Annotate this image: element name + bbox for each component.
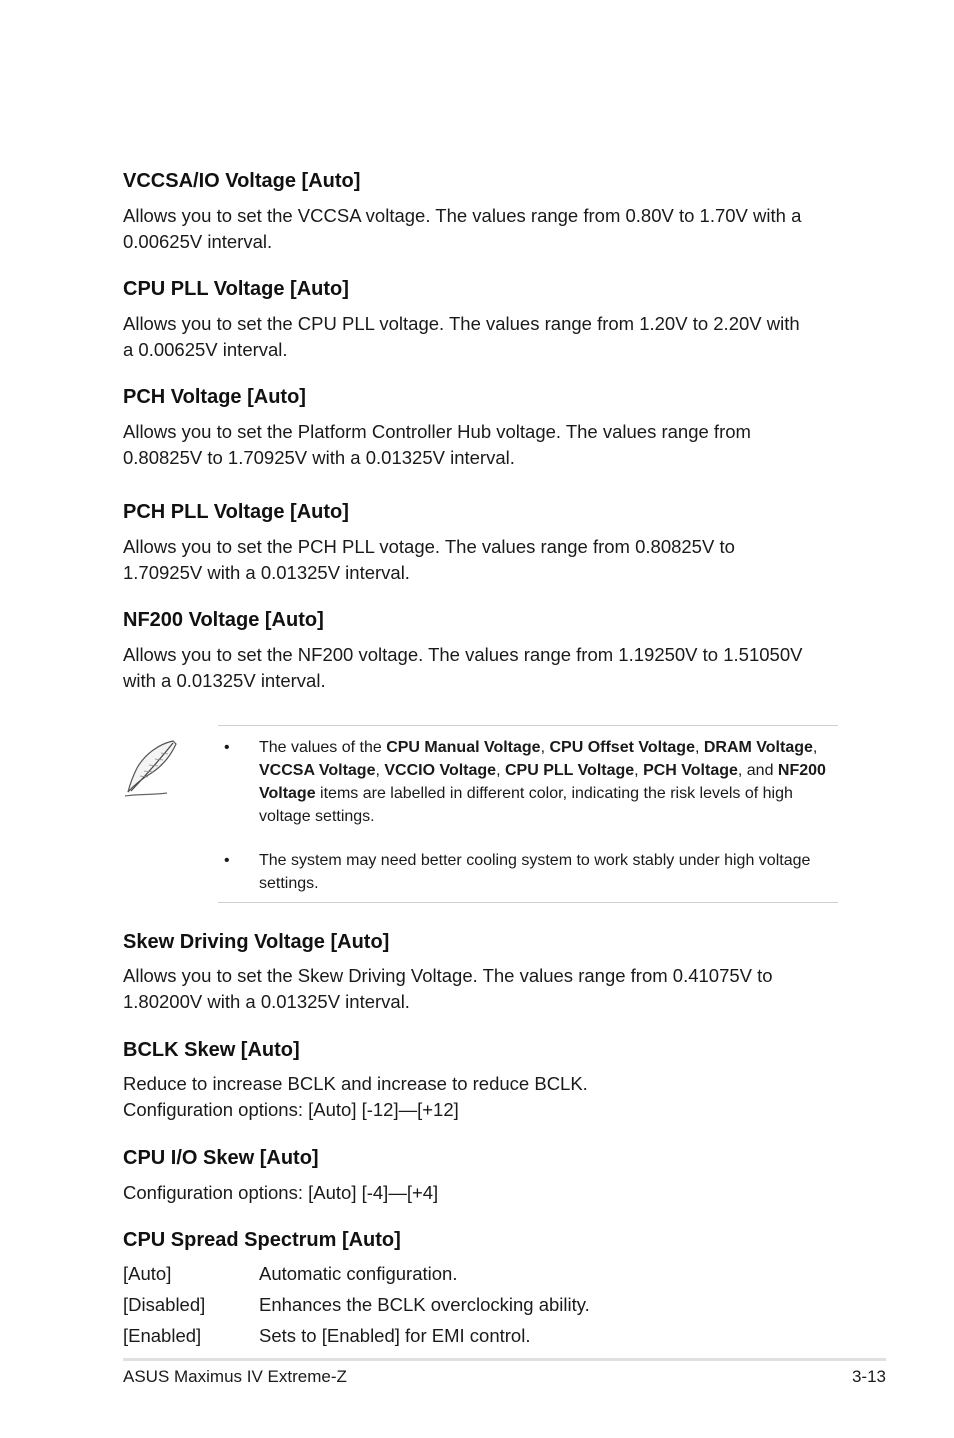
section-heading: PCH PLL Voltage [Auto]: [123, 501, 349, 523]
section-heading: VCCSA/IO Voltage [Auto]: [123, 170, 361, 192]
section-line: Allows you to set the VCCSA voltage. The values range from 0.80V to 1.70V with a: [123, 205, 802, 226]
section-heading: CPU I/O Skew [Auto]: [123, 1147, 319, 1169]
section-heading: CPU PLL Voltage [Auto]: [123, 278, 349, 300]
option-description: Enhances the BCLK overclocking ability.: [259, 1294, 590, 1315]
option-description: Automatic configuration.: [259, 1263, 458, 1284]
section-heading: NF200 Voltage [Auto]: [123, 609, 324, 631]
section-line: a 0.00625V interval.: [123, 339, 288, 360]
note-text: The system may need better cooling system to work stably under high voltage settings.: [259, 852, 811, 892]
section-heading: CPU Spread Spectrum [Auto]: [123, 1229, 401, 1251]
note-box: [218, 725, 838, 903]
section-heading: BCLK Skew [Auto]: [123, 1039, 300, 1061]
section-line: with a 0.01325V interval.: [123, 670, 326, 691]
section-heading: PCH Voltage [Auto]: [123, 386, 306, 408]
section-heading: Skew Driving Voltage [Auto]: [123, 931, 390, 953]
option-key: [Disabled]: [123, 1294, 206, 1315]
footer-page-number: 3-13: [851, 1367, 886, 1386]
note-feather-icon: [123, 738, 181, 798]
option-key: [Auto]: [123, 1263, 172, 1284]
footer-divider: [123, 1358, 886, 1361]
section-line: Reduce to increase BCLK and increase to reduce BCLK.: [123, 1073, 588, 1094]
section-line: 0.80825V to 1.70925V with a 0.01325V interval.: [123, 447, 515, 468]
section-line: Configuration options: [Auto] [-4]—[+4]: [123, 1182, 439, 1203]
footer-product-name: ASUS Maximus IV Extreme-Z: [123, 1367, 347, 1386]
section-line: 1.80200V with a 0.01325V interval.: [123, 991, 410, 1012]
bullet: •: [224, 739, 230, 756]
section-line: 1.70925V with a 0.01325V interval.: [123, 562, 410, 583]
note-text: The values of the CPU Manual Voltage, CPU Offset Voltage, DRAM Voltage, VCCSA Voltage, VCCIO Voltage, CPU PLL Voltage, PCH Voltage, and NF200 Voltage items are labelled in different color, indicating the risk levels of high voltage settings.: [259, 739, 826, 825]
section-line: Configuration options: [Auto] [-12]—[+12]: [123, 1099, 459, 1120]
section-line: Allows you to set the Skew Driving Voltage. The values range from 0.41075V to: [123, 965, 773, 986]
section-line: Allows you to set the NF200 voltage. The values range from 1.19250V to 1.51050V: [123, 644, 803, 665]
option-key: [Enabled]: [123, 1325, 202, 1346]
section-line: Allows you to set the Platform Controller Hub voltage. The values range from: [123, 421, 751, 442]
section-line: Allows you to set the PCH PLL votage. The values range from 0.80825V to: [123, 536, 735, 557]
bullet: •: [224, 852, 230, 869]
section-line: 0.00625V interval.: [123, 231, 273, 252]
option-description: Sets to [Enabled] for EMI control.: [259, 1325, 531, 1346]
section-line: Allows you to set the CPU PLL voltage. The values range from 1.20V to 2.20V with: [123, 313, 800, 334]
